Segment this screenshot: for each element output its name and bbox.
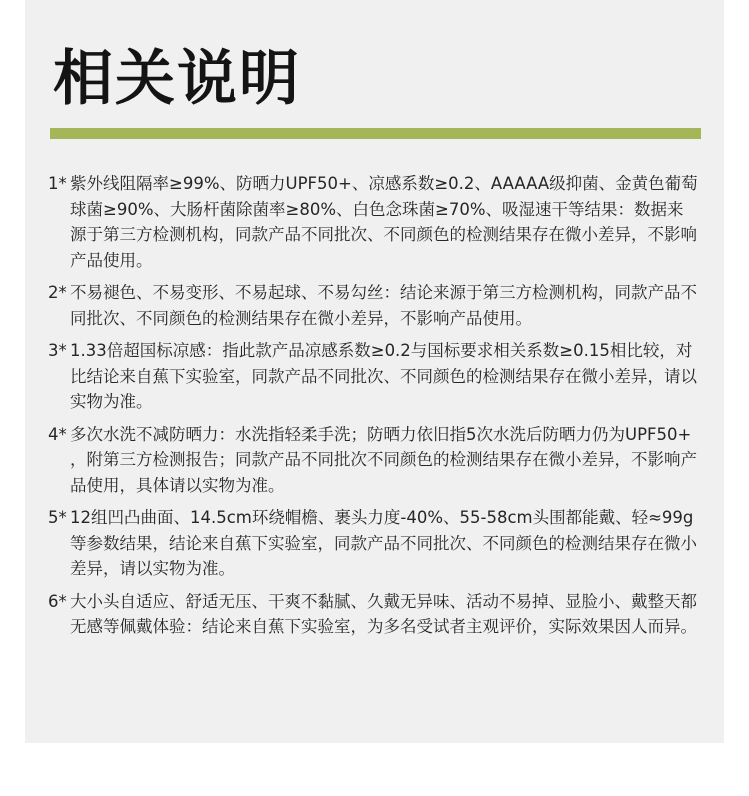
title-divider-bar bbox=[50, 128, 701, 139]
note-item-2 bbox=[48, 280, 698, 331]
note-number: 4* bbox=[48, 424, 67, 444]
note-text: 大小头自适应、舒适无压、干爽不黏腻、久戴无异味、活动不易掉、显脸小、戴整天都无感等佩戴体验：结论来自蕉下实验室，为多名受试者主观评价，实际效果因人而异。 bbox=[70, 591, 697, 636]
content-panel bbox=[25, 0, 724, 743]
page-title: 相关说明 bbox=[53, 44, 301, 114]
note-number: 6* bbox=[48, 591, 67, 611]
note-number: 3* bbox=[48, 341, 67, 360]
note-number: 5* bbox=[48, 508, 67, 527]
note-text: 多次水洗不减防晒力：水洗指轻柔手洗；防晒力依旧指5次水洗后防晒力仍为UPF50+，附第三方检测报告；同款产品不同批次不同颜色的检测结果存在微小差异，不影响产品使用，具体请以实物为准。 bbox=[70, 424, 697, 495]
note-text: 紫外线阻隔率≥99%、防晒力UPF50+、凉感系数≥0.2、AAAAA级抑菌、金黄色葡萄球菌≥90%、大肠杆菌除菌率≥80%、白色念珠菌≥70%、吸湿速干等结果：数据来源于第三方检测机构，同款产品不同批次、不同颜色的检测结果存在微小差异，不影响产品使用。 bbox=[70, 174, 698, 270]
note-item-1 bbox=[48, 171, 698, 273]
notes-list bbox=[48, 171, 698, 640]
note-text: 12组凹凸曲面、14.5cm环绕帽檐、裹头力度-40%、55-58cm头围都能戴、轻≈99g等参数结果，结论来自蕉下实验室，同款产品不同批次、不同颜色的检测结果存在微小差异，请以实物为准。 bbox=[70, 508, 697, 578]
note-number: 2* bbox=[48, 283, 67, 302]
note-item-4 bbox=[48, 422, 698, 499]
note-text: 不易褪色、不易变形、不易起球、不易勾丝：结论来源于第三方检测机构，同款产品不同批次、不同颜色的检测结果存在微小差异，不影响产品使用。 bbox=[70, 283, 697, 328]
note-item-6 bbox=[48, 589, 698, 640]
note-number: 1* bbox=[48, 174, 67, 193]
note-item-5 bbox=[48, 505, 698, 582]
note-item-3 bbox=[48, 338, 698, 415]
note-text: 1.33倍超国标凉感：指此款产品凉感系数≥0.2与国标要求相关系数≥0.15相比较，对比结论来自蕉下实验室，同款产品不同批次、不同颜色的检测结果存在微小差异，请以实物为准。 bbox=[70, 341, 697, 411]
